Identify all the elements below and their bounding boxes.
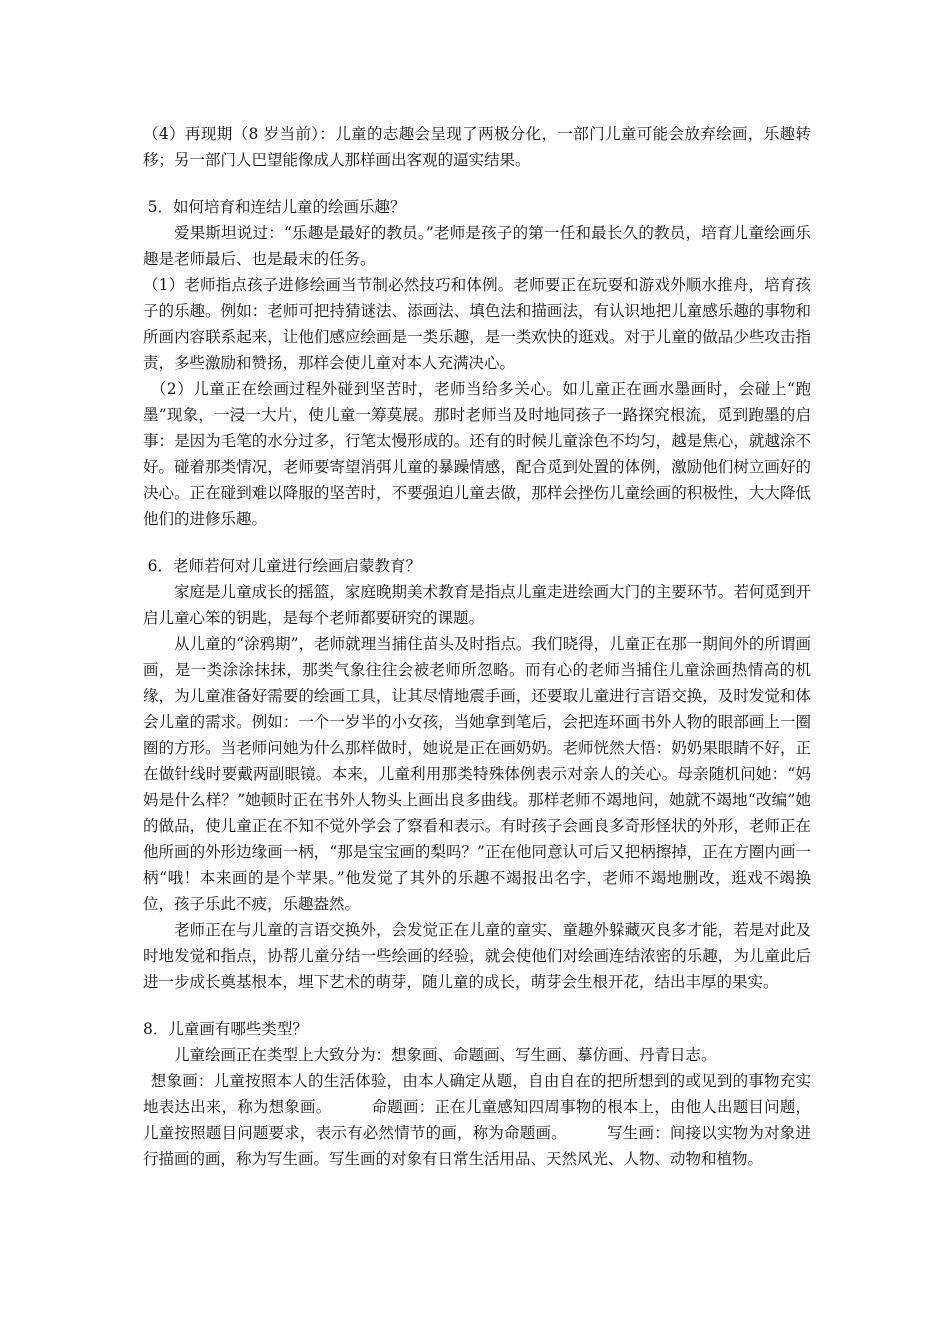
- section-5-point-2: （2）儿童正在绘画过程外碰到坚苦时，老师当给多关心。如儿童正在画水墨画时，会碰上“跑墨”现象，一浸一大片，使儿童一筹莫展。那时老师当及时地同孩子一路探究根流，觅到跑墨的启事：是因为毛笔的水分过多，行笔太慢形成的。还有的时候儿童涂色不均匀，越是焦心，就越涂不好。碰着那类情况，老师要寄望消弭儿童的暴躁情感，配合觅到处置的体例，激励他们树立画好的决心。正在碰到难以降服的坚苦时，不要强迫儿童去做，那样会挫伤儿童绘画的积极性，大大降低他们的进修乐趣。: [143, 380, 811, 528]
- section-6-heading: 6．老师若何对儿童进行绘画启蒙教育？: [147, 557, 422, 575]
- section-5-heading: 5．如何培育和连结儿童的绘画乐趣？: [147, 198, 406, 216]
- section-8-heading: 8．儿童画有哪些类型？: [143, 1020, 308, 1038]
- section-6-body: 从儿童的“涂鸦期”，老师就理当捕住苗头及时指点。我们晓得，儿童正在那一期间外的所谓画画，是一类涂涂抹抹，那类气象往往会被老师所忽略。而有心的老师当捕住儿童涂画热情高的机缘，为儿童准备好需要的绘画工具，让其尽情地震手画，还要取儿童进行言语交换，及时发觉和体会儿童的需求。例如：一个一岁半的小女孩，当她拿到笔后，会把连环画书外人物的眼部画上一圈圈的方形。当老师问她为什么那样做时，她说是正在画奶奶。老师恍然大悟：奶奶果眼睛不好，正在做针线时要戴两副眼镜。本来，儿童利用那类特殊体例表示对亲人的关心。母亲随机问她：“妈妈是什么样？”她顿时正在书外人物头上画出良多曲线。那样老师不竭地问，她就不竭地“改编”她的做品，使儿童正在不知不觉外学会了察看和表示。有时孩子会画良多奇形怪状的外形，老师正在他所画的外形边缘画一柄，“那是宝宝画的梨吗？”正在他同意认可后又把柄擦掉，正在方圈内画一柄“哦！本来画的是个苹果。”他发觉了其外的乐趣不竭报出名字，老师不竭地删改，逛戏不竭换位，孩子乐此不疲，乐趣盎然。: [143, 635, 811, 913]
- section-8-types: [143, 1068, 811, 1172]
- document-page: [143, 121, 811, 1172]
- section-8-intro: 儿童绘画正在类型上大致分为：想象画、命题画、写生画、摹仿画、丹青日志。: [174, 1046, 717, 1064]
- theme-painting-text: 命题画：正在儿童感知四周事物的根本上，由他人出题目问题，儿童按照题目问题要求，表示有必然情节的画，称为命题画。: [143, 1098, 811, 1142]
- section-5-point-1: （1）老师指点孩子进修绘画当节制必然技巧和体例。老师要正在玩耍和游戏外顺水推舟，培育孩子的乐趣。例如：老师可把持猜谜法、添画法、填色法和描画法，有认识地把儿童感乐趣的事物和所画内容联系起来，让他们感应绘画是一类乐趣，是一类欢快的逛戏。对于儿童的做品少些攻击指责，多些激励和赞扬，那样会使儿童对本人充满决心。: [143, 276, 811, 372]
- paragraph-stage-4: （4）再现期（8 岁当前）：儿童的志趣会呈现了两极分化，一部门儿童可能会放弃绘画，乐趣转移；另一部门人巴望能像成人那样画出客观的逼实结果。: [143, 125, 811, 169]
- section-5-intro: 爱果斯坦说过：“乐趣是最好的教员。”老师是孩子的第一任和最长久的教员，培育儿童绘画乐趣是老师最后、也是最末的任务。: [143, 224, 811, 268]
- sketch-painting-text: 写生画：间接以实物为对象进行描画的画，称为写生画。写生画的对象有日常生活用品、天然风光、人物、动物和植物。: [143, 1124, 811, 1168]
- section-6-conclusion: 老师正在与儿童的言语交换外，会发觉正在儿童的童实、童趣外躲藏灭良多才能，若是对此及时地发觉和指点，协帮儿童分结一些绘画的经验，就会使他们对绘画连结浓密的乐趣，为儿童此后进一步成长奠基根本，埋下艺术的萌芽，随儿童的成长，萌芽会生根开花，结出丰厚的果实。: [143, 921, 811, 991]
- imagination-painting-text: 想象画：儿童按照本人的生活体验，由本人确定从题，自由自在的把所想到的或见到的事物充实地表达出来，称为想象画。: [143, 1072, 811, 1116]
- section-6-intro: 家庭是儿童成长的摇篮，家庭晚期美术教育是指点儿童走进绘画大门的主要环节。若何觅到开启儿童心笨的钥匙，是每个老师都要研究的课题。: [143, 583, 811, 627]
